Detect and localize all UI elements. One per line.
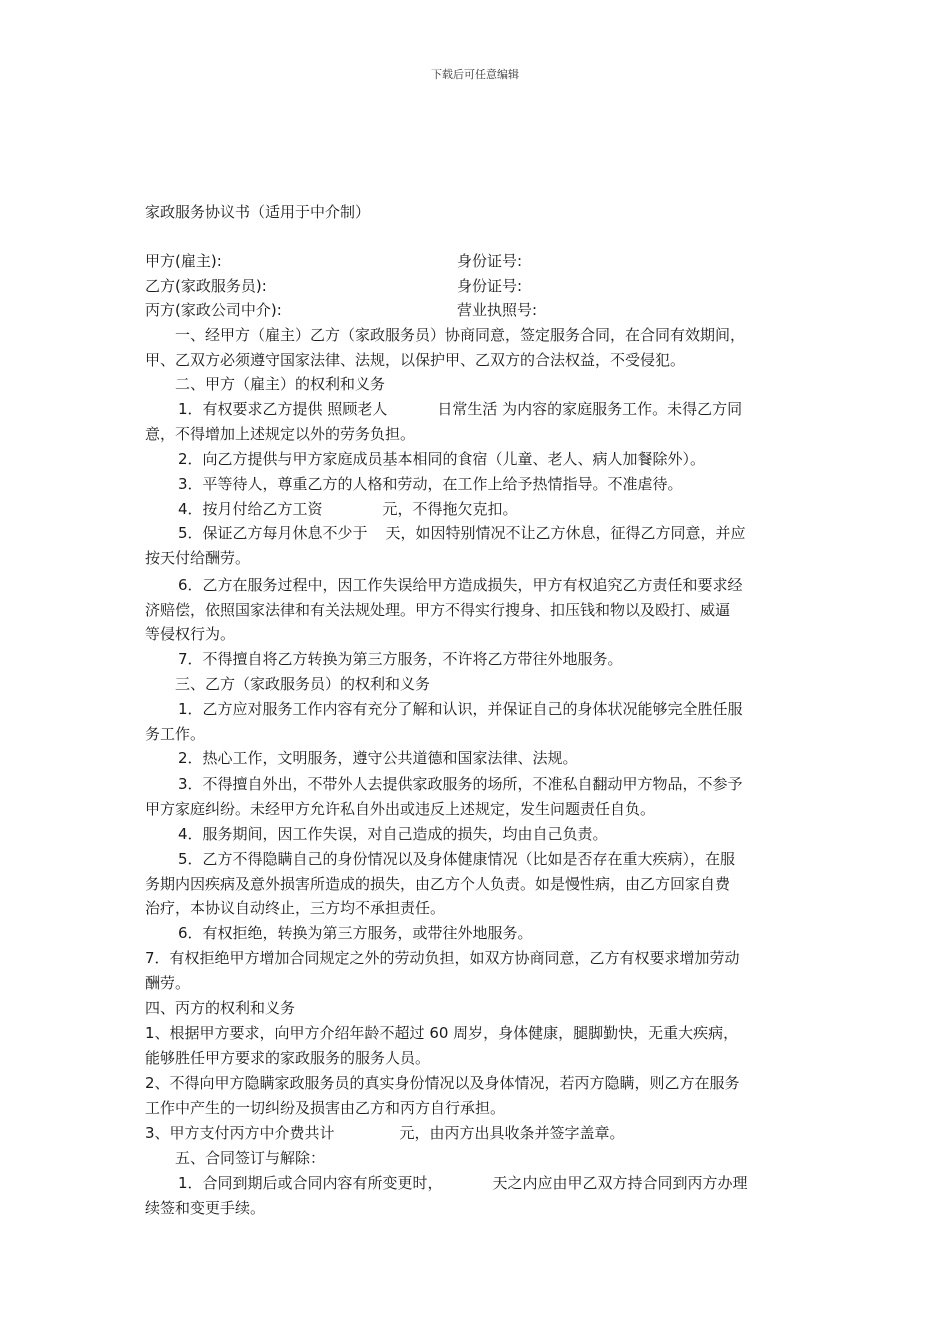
paragraph-line: 2、不得向甲方隐瞒家政服务员的真实身份情况以及身体情况，若丙方隐瞒，则乙方在服务 <box>145 1074 740 1092</box>
text-segment: 3、甲方支付丙方中介费共计 <box>145 1124 335 1142</box>
paragraph-line: 1、根据甲方要求，向甲方介绍年龄不超过 60 周岁，身体健康，腿脚勤快，无重大疾病， <box>145 1024 739 1042</box>
text-segment: 5．保证乙方每月休息不少于 <box>178 524 368 542</box>
document-title: 家政服务协议书（适用于中介制） <box>145 203 371 221</box>
section-heading: 三、乙方（家政服务员）的权利和义务 <box>175 675 431 693</box>
text-segment: 1．有权要求乙方提供 照顾老人 <box>178 400 388 418</box>
paragraph-line <box>145 521 810 545</box>
text-segment: 4．按月付给乙方工资 <box>178 500 323 518</box>
paragraph-line <box>145 497 810 521</box>
paragraph-line: 治疗，本协议自动终止，三方均不承担责任。 <box>145 899 446 917</box>
section-heading: 二、甲方（雇主）的权利和义务 <box>175 375 386 393</box>
paragraph-line: 3．平等待人，尊重乙方的人格和劳动，在工作上给予热情指导。不准虐待。 <box>178 475 683 493</box>
party-a-id-label: 身份证号: <box>457 252 523 270</box>
paragraph-line: 意，不得增加上述规定以外的劳务负担。 <box>145 425 416 443</box>
paragraph-line: 1．乙方应对服务工作内容有充分了解和认识，并保证自己的身体状况能够完全胜任服 <box>178 700 743 718</box>
party-row-c <box>145 298 810 322</box>
paragraph-line <box>145 397 810 421</box>
paragraph-line: 2．向乙方提供与甲方家庭成员基本相同的食宿（儿童、老人、病人加餐除外）。 <box>178 450 706 468</box>
paragraph-line: 续签和变更手续。 <box>145 1199 266 1217</box>
paragraph-line <box>145 1171 810 1195</box>
paragraph-line: 务期内因疾病及意外损害所造成的损失，由乙方个人负责。如是慢性病，由乙方回家自费 <box>145 875 731 893</box>
paragraph-line: 一、经甲方（雇主）乙方（家政服务员）协商同意，签定服务合同，在合同有效期间， <box>175 326 746 344</box>
paragraph-line: 工作中产生的一切纠纷及损害由乙方和丙方自行承担。 <box>145 1099 506 1117</box>
header-note: 下载后可任意编辑 <box>431 68 519 81</box>
paragraph-line: 5．乙方不得隐瞒自己的身份情况以及身体健康情况（比如是否存在重大疾病），在服 <box>178 850 736 868</box>
text-segment: 天，如因特别情况不让乙方休息，征得乙方同意，并应 <box>385 524 746 542</box>
paragraph-line: 济赔偿，依照国家法律和有关法规处理。甲方不得实行搜身、扣压钱和物以及殴打、威逼 <box>145 601 731 619</box>
text-segment: 元，由丙方出具收条并签字盖章。 <box>399 1124 625 1142</box>
paragraph-line: 3．不得擅自外出，不带外人去提供家政服务的场所，不准私自翻动甲方物品，不参予 <box>178 775 743 793</box>
paragraph-line: 甲、乙双方必须遵守国家法律、法规，以保护甲、乙双方的合法权益，不受侵犯。 <box>145 351 686 369</box>
paragraph-line <box>145 1121 810 1145</box>
party-c-label: 丙方(家政公司中介): <box>145 301 282 319</box>
party-b-id-label: 身份证号: <box>457 277 523 295</box>
party-row-a <box>145 249 810 273</box>
paragraph-line: 务工作。 <box>145 725 206 743</box>
paragraph-line: 7．不得擅自将乙方转换为第三方服务，不许将乙方带往外地服务。 <box>178 650 623 668</box>
paragraph-line: 2．热心工作，文明服务，遵守公共道德和国家法律、法规。 <box>178 749 578 767</box>
party-a-label: 甲方(雇主): <box>145 252 222 270</box>
paragraph-line: 能够胜任甲方要求的家政服务的服务人员。 <box>145 1049 431 1067</box>
party-row-b <box>145 274 810 298</box>
party-b-label: 乙方(家政服务员): <box>145 277 267 295</box>
text-segment: 元，不得拖欠克扣。 <box>382 500 518 518</box>
section-heading: 五、合同签订与解除： <box>175 1149 326 1167</box>
party-c-license-label: 营业执照号: <box>457 301 538 319</box>
text-segment: 1．合同到期后或合同内容有所变更时， <box>178 1174 443 1192</box>
paragraph-line: 7．有权拒绝甲方增加合同规定之外的劳动负担，如双方协商同意，乙方有权要求增加劳动 <box>145 949 740 967</box>
paragraph-line: 6．乙方在服务过程中，因工作失误给甲方造成损失，甲方有权追究乙方责任和要求经 <box>178 576 743 594</box>
paragraph-line: 4．服务期间，因工作失误，对自己造成的损失，均由自己负责。 <box>178 825 608 843</box>
text-segment: 天之内应由甲乙双方持合同到丙方办理 <box>492 1174 748 1192</box>
paragraph-line: 按天付给酬劳。 <box>145 549 251 567</box>
paragraph-line: 等侵权行为。 <box>145 625 236 643</box>
paragraph-line: 酬劳。 <box>145 974 191 992</box>
paragraph-line: 6．有权拒绝，转换为第三方服务，或带往外地服务。 <box>178 924 533 942</box>
text-segment: 日常生活 为内容的家庭服务工作。未得乙方同 <box>437 400 743 418</box>
paragraph-line: 甲方家庭纠纷。未经甲方允许私自外出或违反上述规定，发生问题责任自负。 <box>145 800 656 818</box>
section-heading: 四、丙方的权利和义务 <box>145 999 296 1017</box>
